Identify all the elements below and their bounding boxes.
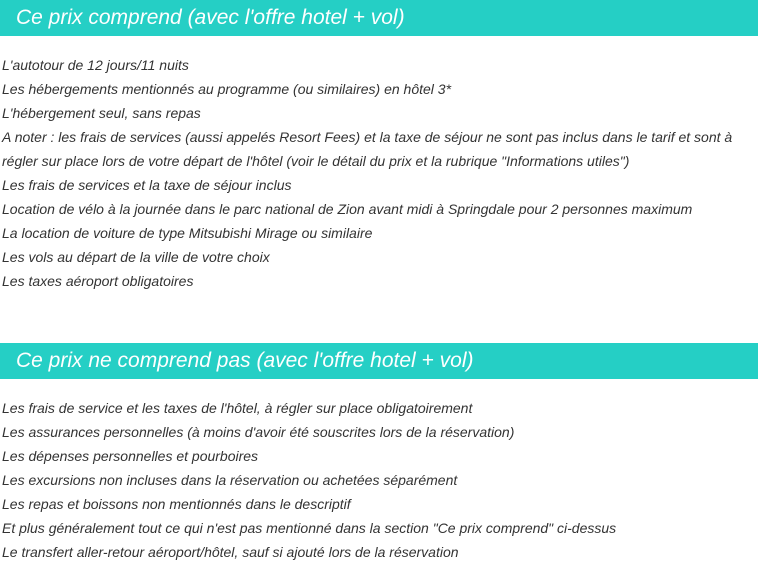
list-item: Les frais de services et la taxe de séjour inclus xyxy=(2,177,292,193)
included-section-title: Ce prix comprend (avec l'offre hotel + vol) xyxy=(0,0,758,36)
list-item: Les taxes aéroport obligatoires xyxy=(2,273,194,289)
list-item: Les frais de service et les taxes de l'hôtel, à régler sur place obligatoirement xyxy=(2,400,473,416)
list-item: Location de vélo à la journée dans le parc national de Zion avant midi à Springdale pour 2 personnes maximum xyxy=(2,201,693,217)
excluded-section-title: Ce prix ne comprend pas (avec l'offre hotel + vol) xyxy=(0,343,758,379)
included-list xyxy=(0,53,758,293)
list-item: A noter : les frais de services (aussi appelés Resort Fees) et la taxe de séjour ne sont pas inclus dans le tarif et sont à régler sur place lors de votre départ de l'hôtel (voir le détail du prix et la rubrique "Informations utiles") xyxy=(2,129,733,169)
list-item: Et plus généralement tout ce qui n'est pas mentionné dans la section "Ce prix comprend" ci-dessus xyxy=(2,520,617,536)
list-item: Les vols au départ de la ville de votre choix xyxy=(2,249,270,265)
list-item: Les hébergements mentionnés au programme (ou similaires) en hôtel 3* xyxy=(2,81,452,97)
list-item: La location de voiture de type Mitsubishi Mirage ou similaire xyxy=(2,225,373,241)
list-item: L'autotour de 12 jours/11 nuits xyxy=(2,57,189,73)
list-item: Les dépenses personnelles et pourboires xyxy=(2,448,259,464)
list-item: Le transfert aller-retour aéroport/hôtel, sauf si ajouté lors de la réservation xyxy=(2,544,459,560)
list-item: Les assurances personnelles (à moins d'avoir été souscrites lors de la réservation) xyxy=(2,424,515,440)
excluded-list xyxy=(0,396,758,564)
list-item: Les repas et boissons non mentionnés dans le descriptif xyxy=(2,496,351,512)
list-item: Les excursions non incluses dans la réservation ou achetées séparément xyxy=(2,472,458,488)
list-item: L'hébergement seul, sans repas xyxy=(2,105,201,121)
